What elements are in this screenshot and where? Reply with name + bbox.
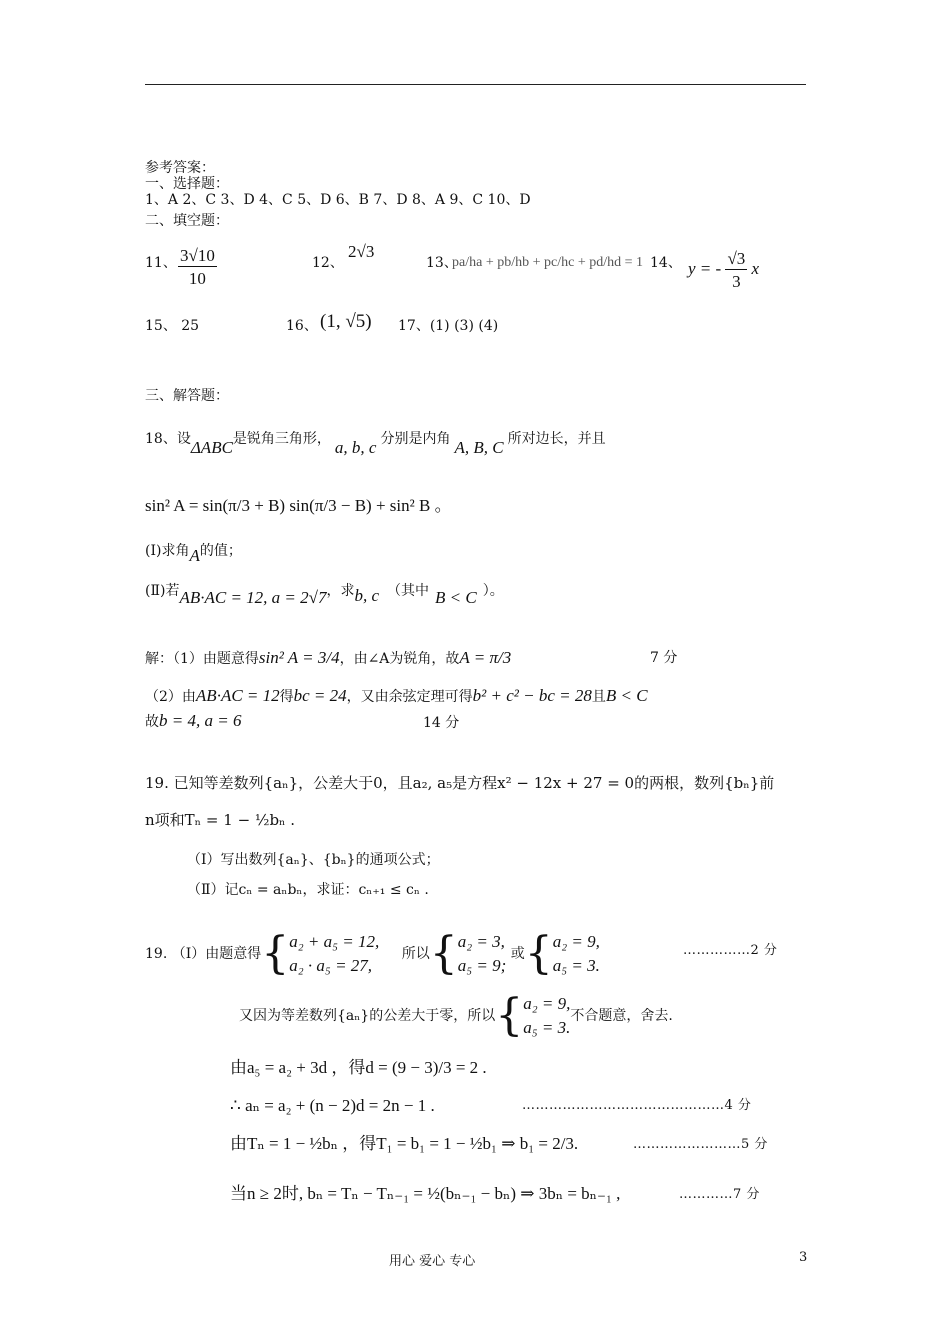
q14-num: √3 xyxy=(727,249,746,268)
q14-den: 3 xyxy=(732,272,741,291)
q19-n2-line: 当n ≥ 2时, bₙ = Tₙ − Tₙ₋₁ = ½(bₙ₋₁ − bₙ) ⇒ 3bₙ = bₙ₋₁ , xyxy=(230,1184,621,1203)
q18-sol2-BC: B < C xyxy=(605,686,648,705)
q14-x: x xyxy=(751,258,760,278)
q18-sol3-ans: b = 4, a = 6 xyxy=(159,711,242,730)
q19-again xyxy=(239,992,673,1040)
q18-angles: A, B, C xyxy=(454,438,504,457)
q19-so: 所以 xyxy=(401,946,430,962)
system-1 xyxy=(289,930,379,978)
q18-sol2 xyxy=(145,688,648,705)
q19-again-text: 又因为等差数列{aₙ}的公差大于零，所以 xyxy=(239,1008,496,1024)
q12-answer: 2√3 xyxy=(348,242,375,261)
q18-line1 xyxy=(145,430,606,457)
q18-sol1 xyxy=(145,650,511,667)
q18-sol2-eq: AB·AC = 12 xyxy=(195,686,280,705)
q18-angles-text: 分别是内角 xyxy=(380,431,451,447)
q18-part1-end: 的值； xyxy=(199,543,242,559)
q18-sol3 xyxy=(145,713,241,730)
q18-part2 xyxy=(145,582,504,607)
q18-sol2-cos: b² + c² − bc = 28 xyxy=(472,686,592,705)
q18-part2-mid: ，求 xyxy=(326,583,355,599)
q18-acute: 是锐角三角形， xyxy=(232,431,331,447)
q18-equation: sin² A = sin(π/3 + B) sin(π/3 − B) + sin² B 。 xyxy=(145,496,452,515)
q19-score7: …………7 分 xyxy=(679,1187,760,1202)
sys1-a: a₂ + a₅ = 12, xyxy=(289,932,380,951)
q11-answer xyxy=(178,247,217,287)
q18-sol1-mid: ，由∠A为锐角，故 xyxy=(339,651,460,667)
q16-answer: (1, √5) xyxy=(320,311,372,332)
answers-title: 参考答案： xyxy=(145,160,215,176)
q18-sol1-text: 解：（1）由题意得 xyxy=(145,651,259,667)
q11-label: 11、 xyxy=(145,255,177,271)
sys3-b: a₅ = 3. xyxy=(552,956,600,975)
q19-reject: 不合题意，舍去. xyxy=(570,1008,673,1024)
q18-part1 xyxy=(145,542,242,565)
q19-line1: 19. 已知等差数列{aₙ}，公差大于0，且a₂, a₅是方程x² − 12x + 27 = 0的两根，数列{bₙ}前 xyxy=(145,774,775,792)
q18-suffix: 所对边长，并且 xyxy=(507,431,606,447)
choice-answers: 1、A 2、C 3、D 4、C 5、D 6、B 7、D 8、A 9、C 10、D xyxy=(145,192,531,208)
header-rule xyxy=(145,84,806,85)
q18-sol2-and: 且 xyxy=(591,689,606,705)
sys2-a: a₂ = 3, xyxy=(457,932,505,951)
sys2-b: a₅ = 9; xyxy=(457,956,507,975)
q15-answer: 15、 25 xyxy=(145,318,200,334)
q19-score5: ……………………5 分 xyxy=(633,1137,768,1152)
q18-part2-bc: b, c xyxy=(354,586,380,605)
q18-part1-A: A xyxy=(189,546,200,565)
q19-part1: （Ⅰ）写出数列{aₙ}、{bₙ}的通项公式； xyxy=(187,852,440,868)
q13-answer: pa/ha + pb/hb + pc/hc + pd/hd = 1 xyxy=(452,255,643,270)
q19-line2: n项和Tₙ = 1 − ½bₙ . xyxy=(145,811,296,829)
sys1-b: a₂ · a₅ = 27, xyxy=(289,956,373,975)
q18-sol1-ans: A = π/3 xyxy=(459,648,512,667)
q18-sides: a, b, c xyxy=(334,438,377,457)
section-solve: 三、解答题： xyxy=(145,388,229,404)
q18-part1-text: (Ⅰ)求角 xyxy=(145,543,190,559)
q18-sol2-bc: bc = 24 xyxy=(293,686,347,705)
q19-tn-line: 由Tₙ = 1 − ½bₙ ，得T₁ = b₁ = 1 − ½b₁ ⇒ b₁ = 2/3. xyxy=(230,1134,579,1153)
system-4 xyxy=(523,992,570,1040)
q14-answer xyxy=(688,250,759,290)
q18-part2-BC: B < C xyxy=(435,588,477,607)
q19-d-line: 由a₅ = a₂ + 3d ，得d = (9 − 3)/3 = 2 . xyxy=(230,1058,487,1077)
q18-sol2-mid2: ，又由余弦定理可得 xyxy=(346,689,473,705)
q18-triangle: ΔABC xyxy=(190,438,233,457)
section-choice: 一、选择题： xyxy=(145,176,229,192)
q19-part2: （Ⅱ）记cₙ = aₙbₙ，求证：cₙ₊₁ ≤ cₙ . xyxy=(187,882,429,898)
sys3-a: a₂ = 9, xyxy=(552,932,600,951)
q11-num: 3√10 xyxy=(180,246,215,265)
page-number: 3 xyxy=(799,1250,808,1265)
q18-part2-end: ）。 xyxy=(482,583,504,599)
q14-lhs: y = - xyxy=(688,258,722,278)
brace-3: { xyxy=(524,928,553,979)
system-2 xyxy=(458,930,507,978)
q18-sol1-eq: sin² A = 3/4 xyxy=(258,648,340,667)
q19-score4: ………………………………………4 分 xyxy=(522,1098,752,1113)
footer-motto: 用心 爱心 专心 xyxy=(389,1254,476,1269)
q18-sol3-text: 故 xyxy=(145,714,159,730)
q19-or: 或 xyxy=(510,946,525,962)
q19-sol-head: 19. （Ⅰ）由题意得 xyxy=(145,946,262,962)
q19-score2: ……………2 分 xyxy=(683,943,778,958)
sys4-b: a₅ = 3. xyxy=(523,1018,571,1037)
q13-label: 13、 xyxy=(426,255,458,271)
brace-1: { xyxy=(261,928,290,979)
q18-prefix: 18、设 xyxy=(145,431,191,447)
q12-label: 12、 xyxy=(312,255,344,271)
q18-score2: 14 分 xyxy=(423,715,460,731)
sys4-a: a₂ = 9, xyxy=(523,994,571,1013)
q18-sol2-mid: 得 xyxy=(279,689,294,705)
q16-label: 16、 xyxy=(286,318,318,334)
brace-4: { xyxy=(495,990,524,1041)
q14-label: 14、 xyxy=(650,255,682,271)
section-fill: 二、填空题： xyxy=(145,213,229,229)
q18-part2-note: （其中 xyxy=(387,583,430,599)
q18-sol2-text: （2）由 xyxy=(145,689,196,705)
q17-answer: 17、(1) (3) (4) xyxy=(398,318,499,334)
q18-part2-text: (Ⅱ)若 xyxy=(145,583,180,599)
brace-2: { xyxy=(429,928,458,979)
q18-score1: 7 分 xyxy=(650,650,678,666)
q18-part2-cond: AB·AC = 12, a = 2√7 xyxy=(179,588,327,607)
q19-solution-head xyxy=(145,930,600,978)
q11-den: 10 xyxy=(188,269,206,288)
q19-an-line: ∴ aₙ = a₂ + (n − 2)d = 2n − 1 . xyxy=(230,1096,435,1115)
system-3 xyxy=(553,930,600,978)
